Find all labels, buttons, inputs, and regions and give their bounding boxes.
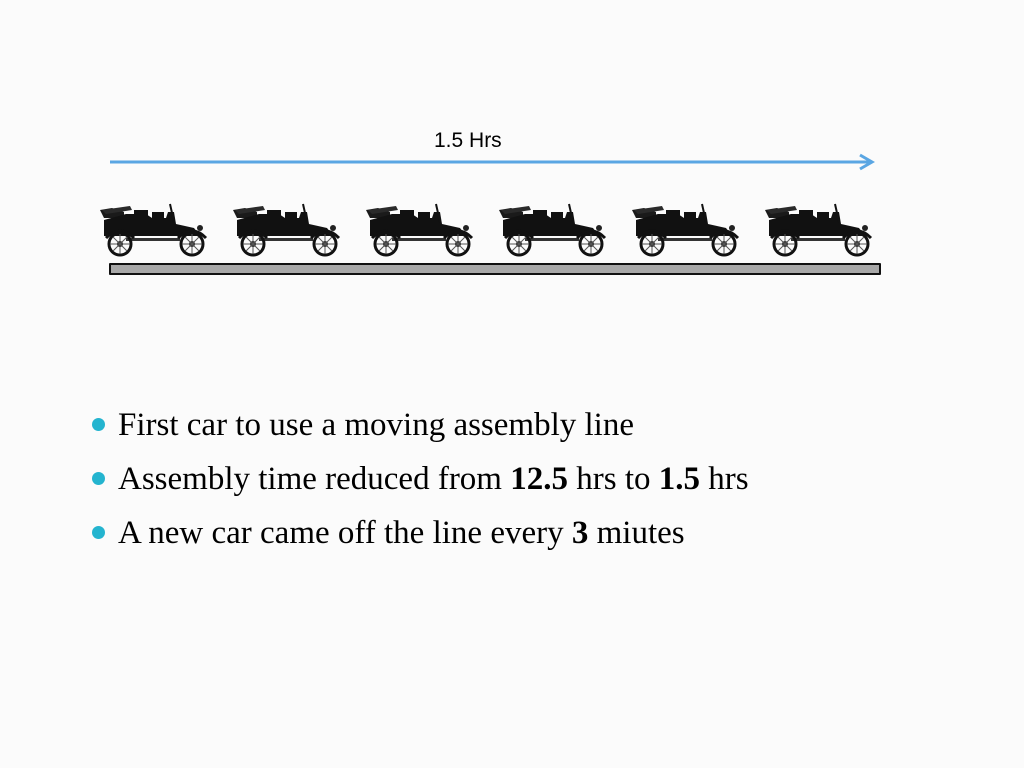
bullet-text: Assembly time reduced from [118, 461, 511, 497]
car-icon [628, 200, 740, 260]
bullet-dot-icon [92, 472, 105, 485]
bullet-text: First car to use a moving assembly line [118, 407, 634, 443]
bullet-item [90, 452, 990, 506]
car-icon [96, 200, 208, 260]
bullet-emphasis: 3 [571, 515, 589, 551]
car-icon [229, 200, 341, 260]
bullet-text: hrs to [567, 461, 659, 497]
bullet-emphasis: 12.5 [510, 461, 568, 497]
duration-label: 1.5 Hrs [434, 129, 502, 152]
bullet-item [90, 506, 990, 560]
car-icon [362, 200, 474, 260]
bullet-item [90, 398, 990, 452]
bullet-dot-icon [92, 526, 105, 539]
car-row [96, 200, 876, 260]
bullet-text: miutes [588, 515, 685, 551]
bullet-text: hrs [699, 461, 749, 497]
bullet-list [90, 398, 990, 560]
bullet-dot-icon [92, 418, 105, 431]
bullet-text: A new car came off the line every [118, 515, 572, 551]
bullet-emphasis: 1.5 [658, 461, 700, 497]
car-icon [761, 200, 873, 260]
assembly-line-track [109, 263, 881, 275]
car-icon [495, 200, 607, 260]
timeline-arrow [108, 150, 878, 174]
